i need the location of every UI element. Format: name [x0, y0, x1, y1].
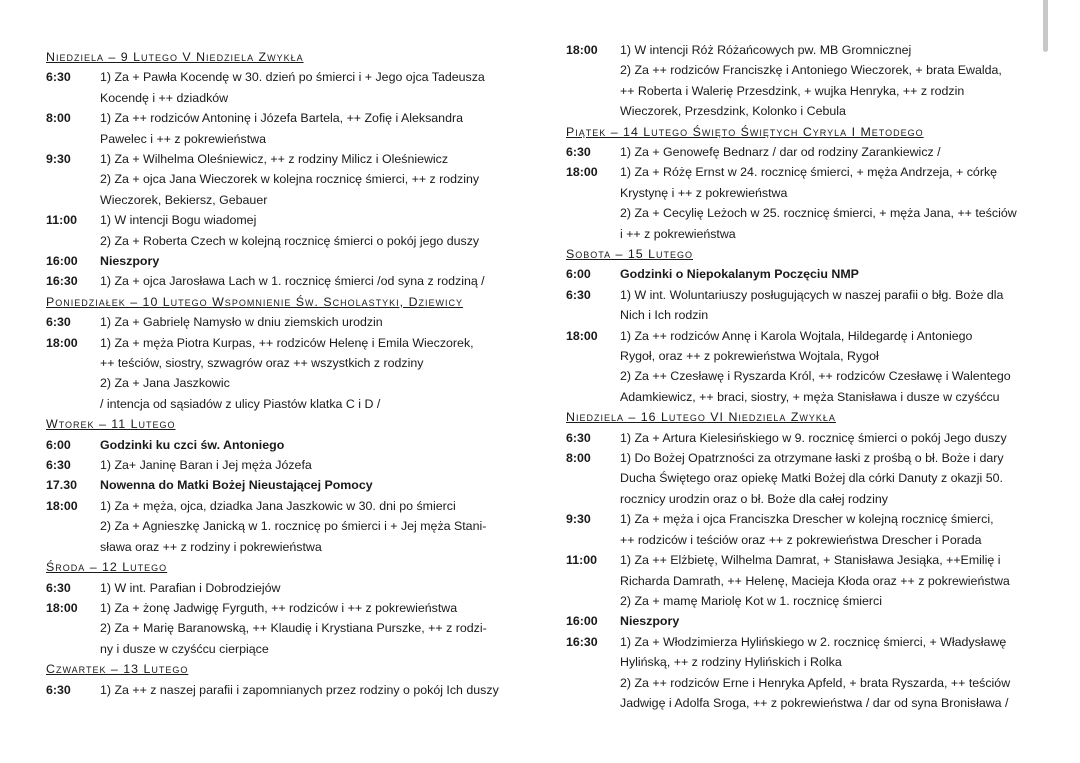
mass-time: 18:00 [566, 43, 598, 57]
day-section [46, 659, 524, 700]
mass-time: 9:30 [566, 512, 591, 527]
mass-row [46, 251, 524, 271]
intention-line: 1) Za + męża i ojca Franciszka Drescher w kolejną rocznicę śmierci, [620, 512, 994, 527]
intention-line: 2) Za ++ rodziców Erne i Henryka Apfeld, + brata Ryszarda, ++ teściów [620, 675, 1011, 690]
day-heading: Środa – 12 Lutego [46, 560, 168, 575]
mass-time: 11:00 [46, 213, 78, 228]
intention [620, 632, 1040, 673]
mass-intentions [100, 435, 524, 455]
intention [620, 203, 1040, 244]
mass-row [566, 448, 1040, 509]
intention-line: 1) Za ++ Elżbietę, Wilhelma Damrat, + Stanisława Jesiąka, ++Emilię i [620, 553, 1001, 568]
intention [100, 598, 524, 618]
mass-time: 6:30 [46, 70, 71, 85]
intention-line: 1) Za + męża Piotra Kurpas, ++ rodziców Helenę i Emila Wieczorek, [100, 335, 474, 350]
intention [100, 475, 524, 495]
mass-intentions [620, 448, 1040, 509]
intention [100, 169, 524, 210]
mass-time: 17.30 [46, 478, 78, 493]
intention-line: Godzinki o Niepokalanym Poczęciu NMP [620, 267, 859, 282]
mass-intentions [100, 251, 524, 271]
intention-line: ++ teściów, siostry, szwagrów oraz ++ wszystkich z rodziny [100, 356, 424, 371]
mass-intentions [620, 326, 1040, 408]
intention-line: 1) W intencji Róż Różańcowych pw. MB Gromnicznej [620, 43, 912, 57]
intention-line: 2) Za + Marię Baranowską, ++ Klaudię i Krystiana Purszke, ++ z rodzi- [100, 621, 487, 636]
intention-line: / intencja od sąsiadów z ulicy Piastów klatka C i D / [100, 396, 381, 411]
intention [620, 550, 1040, 591]
mass-row [566, 326, 1040, 408]
intention [100, 210, 524, 230]
intention-line: ++ rodziców i teściów oraz ++ z pokrewieństwa Drescher i Porada [620, 532, 982, 547]
day-section [46, 47, 524, 292]
mass-time: 8:00 [566, 451, 591, 466]
mass-row [566, 142, 1040, 162]
mass-intentions [620, 142, 1040, 162]
intention [100, 680, 524, 700]
mass-intentions [620, 632, 1040, 714]
mass-time: 16:00 [566, 614, 598, 629]
day-heading: Czwartek – 13 Lutego [46, 662, 189, 677]
day-section [46, 292, 524, 414]
intention [620, 40, 1040, 60]
intention-line: 1) W intencji Bogu wiadomej [100, 213, 257, 228]
intention-line: 1) Za + Pawła Kocendę w 30. dzień po śmierci i + Jego ojca Tadeusza [100, 70, 485, 85]
intention-line: ny i dusze w czyśćcu cierpiące [100, 641, 269, 656]
day-heading: Wtorek – 11 Lutego [46, 417, 176, 432]
mass-intentions [620, 509, 1040, 550]
intention [100, 231, 524, 251]
intention [620, 326, 1040, 367]
intention-line: 1) Za+ Janinę Baran i Jej męża Józefa [100, 458, 312, 473]
day-section [566, 244, 1040, 407]
mass-row [566, 162, 1040, 244]
intention [620, 264, 1040, 284]
intention [100, 618, 524, 659]
mass-row [566, 611, 1040, 631]
intention-line: rocznicy urodzin oraz o bł. Boże dla całej rodziny [620, 491, 888, 506]
intention-line: 1) Za ++ rodziców Annę i Karola Wojtala, Hildegardę i Antoniego [620, 328, 973, 343]
intention-line: Nieszpory [100, 254, 160, 269]
intention-line: Adamkiewicz, ++ braci, siostry, + męża Stanisława i dusze w czyśćcu [620, 389, 1000, 404]
mass-intentions [100, 149, 524, 210]
intention-line: Pawelec i ++ z pokrewieństwa [100, 131, 266, 146]
intention [620, 285, 1040, 326]
mass-time: 6:30 [46, 458, 71, 473]
mass-intentions [620, 611, 1040, 631]
intention-line: 2) Za ++ Czesławę i Ryszarda Król, ++ rodziców Czesławę i Walentego [620, 369, 1011, 384]
intention [620, 162, 1040, 203]
mass-time: 8:00 [46, 111, 71, 126]
intention-line: 1) Za + ojca Jarosława Lach w 1. rocznicę śmierci /od syna z rodziną / [100, 274, 485, 289]
mass-row [46, 67, 524, 108]
intention [100, 149, 524, 169]
mass-intentions [100, 67, 524, 108]
intention-line: 1) Za + Wilhelma Oleśniewicz, ++ z rodziny Milicz i Oleśniewicz [100, 152, 449, 167]
intention [100, 251, 524, 271]
intention-line: 1) W int. Parafian i Dobrodziejów [100, 580, 281, 595]
mass-row [566, 40, 1040, 122]
mass-intentions [100, 271, 524, 291]
intention-line: Nowenna do Matki Bożej Nieustającej Pomocy [100, 478, 373, 493]
mass-row [46, 598, 524, 659]
intention [100, 312, 524, 332]
intention [100, 333, 524, 374]
mass-time: 18:00 [566, 165, 598, 180]
mass-time: 6:30 [46, 580, 71, 595]
intention-line: Rygoł, oraz ++ z pokrewieństwa Wojtala, Rygoł [620, 349, 879, 364]
intention-line: Jadwigę i Adolfa Sroga, ++ z pokrewieństwa / dar od syna Bronisława / [620, 695, 1009, 710]
mass-row [566, 428, 1040, 448]
intention-line: 1) Za + Gabrielę Namysło w dniu ziemskich urodzin [100, 315, 383, 330]
mass-intentions [100, 598, 524, 659]
mass-row [566, 285, 1040, 326]
intention-line: Krystynę i ++ z pokrewieństwa [620, 185, 788, 200]
intention-line: 1) Za + męża, ojca, dziadka Jana Jaszkowic w 30. dni po śmierci [100, 498, 456, 513]
mass-intentions [100, 680, 524, 700]
intention [620, 428, 1040, 448]
mass-intentions [100, 475, 524, 495]
intention-line: Nieszpory [620, 614, 680, 629]
mass-row [46, 475, 524, 495]
mass-time: 6:30 [566, 287, 591, 302]
intention-line: 2) Za + Cecylię Leżoch w 25. rocznicę śmierci, + męża Jana, ++ teściów [620, 206, 1017, 221]
mass-time: 16:30 [566, 634, 598, 649]
mass-time: 11:00 [566, 553, 598, 568]
day-heading: Sobota – 15 Lutego [566, 247, 693, 262]
intention-line: 1) Do Bożej Opatrzności za otrzymane łaski z prośbą o bł. Boże i dary [620, 451, 1004, 466]
day-heading: Niedziela – 9 Lutego V Niedziela Zwykła [46, 50, 304, 64]
intention [620, 591, 1040, 611]
right-column [566, 0, 1040, 713]
mass-row [46, 312, 524, 332]
mass-row [46, 680, 524, 700]
mass-time: 16:30 [46, 274, 78, 289]
mass-time: 18:00 [46, 600, 78, 615]
scrollbar-thumb[interactable] [1043, 0, 1048, 52]
mass-row [566, 264, 1040, 284]
intention [620, 366, 1040, 407]
mass-time: 6:30 [46, 315, 71, 330]
intention-line: Ducha Świętego oraz opiekę Matki Bożej dla córki Danuty z okazji 50. [620, 471, 1003, 486]
mass-time: 9:30 [46, 152, 71, 167]
mass-intentions [620, 550, 1040, 611]
intention-line: 1) Za + Włodzimierza Hylińskiego w 2. rocznicę śmierci, + Władysławę [620, 634, 1007, 649]
intention [100, 496, 524, 516]
intention-line: 2) Za + Roberta Czech w kolejną rocznicę śmierci o pokój jego duszy [100, 233, 480, 248]
intention [100, 516, 524, 557]
mass-time: 6:00 [46, 437, 71, 452]
intention [620, 60, 1040, 121]
intention-line: Wieczorek, Bekiersz, Gebauer [100, 192, 268, 207]
intention-line: 2) Za + Jana Jaszkowic [100, 376, 230, 391]
intention-line: 2) Za + ojca Jana Wieczorek w kolejna rocznicę śmierci, ++ z rodziny [100, 172, 480, 187]
mass-row [46, 333, 524, 415]
mass-intentions [100, 455, 524, 475]
mass-row [46, 271, 524, 291]
mass-row [566, 550, 1040, 611]
mass-time: 6:30 [566, 430, 591, 445]
intention [100, 271, 524, 291]
day-heading: Piątek – 14 Lutego Święto Świętych Cyryla I Metodego [566, 124, 924, 139]
intention [100, 455, 524, 475]
intention [620, 673, 1040, 714]
intention [100, 108, 524, 149]
intention-line: Hylińską, ++ z rodziny Hylińskich i Rolka [620, 655, 842, 670]
mass-row [566, 632, 1040, 714]
day-section [46, 557, 524, 659]
intention-line: Godzinki ku czci św. Antoniego [100, 437, 285, 452]
intention [100, 67, 524, 108]
mass-intentions [620, 264, 1040, 284]
mass-intentions [100, 333, 524, 415]
intention [620, 448, 1040, 509]
intention-line: 1) Za + Artura Kielesińskiego w 9. rocznicę śmierci o pokój Jego duszy [620, 430, 1007, 445]
mass-intentions [100, 108, 524, 149]
mass-time: 6:30 [566, 145, 591, 160]
mass-intentions [620, 428, 1040, 448]
mass-intentions [100, 496, 524, 557]
day-section [46, 414, 524, 557]
day-section [566, 407, 1040, 713]
mass-intentions [100, 210, 524, 251]
mass-time: 18:00 [46, 335, 78, 350]
mass-row [46, 578, 524, 598]
left-column [46, 0, 524, 700]
intention [100, 578, 524, 598]
mass-row [46, 496, 524, 557]
intention-line: 1) Za + Różę Ernst w 24. rocznicę śmierci, + męża Andrzeja, + córkę [620, 165, 998, 180]
intention-line: i ++ z pokrewieństwa [620, 226, 736, 241]
mass-row [46, 455, 524, 475]
day-section [566, 122, 1040, 244]
intention-line: Wieczorek, Przesdzink, Kolonko i Cebula [620, 104, 846, 119]
mass-intentions [620, 40, 1040, 122]
mass-intentions [620, 162, 1040, 244]
mass-row [46, 210, 524, 251]
mass-intentions [100, 578, 524, 598]
intention [100, 373, 524, 414]
intention-line: 1) W int. Woluntariuszy posługujących w naszej parafii o błg. Boże dla [620, 287, 1004, 302]
mass-time: 18:00 [566, 328, 598, 343]
intention [100, 435, 524, 455]
mass-row [46, 149, 524, 210]
intention-line: 2) Za ++ rodziców Franciszkę i Antoniego Wieczorek, + brata Ewalda, [620, 63, 1002, 78]
day-section [566, 40, 1040, 122]
intention-line: 1) Za ++ z naszej parafii i zapomnianych przez rodziny o pokój Ich duszy [100, 682, 499, 697]
intention [620, 509, 1040, 550]
intention-line: 1) Za ++ rodziców Antoninę i Józefa Bartela, ++ Zofię i Aleksandra [100, 111, 463, 126]
mass-time: 6:00 [566, 267, 591, 282]
day-heading: Poniedziałek – 10 Lutego Wspomnienie Św. Scholastyki, Dziewicy [46, 294, 464, 309]
intention-line: Nich i Ich rodzin [620, 308, 709, 323]
intention-line: 2) Za + Agnieszkę Janicką w 1. rocznicę po śmierci i + Jej męża Stani- [100, 519, 487, 534]
mass-row [46, 435, 524, 455]
day-heading: Niedziela – 16 Lutego VI Niedziela Zwykła [566, 410, 836, 425]
intention-line: Kocendę i ++ dziadków [100, 90, 229, 105]
intention [620, 611, 1040, 631]
mass-time: 16:00 [46, 254, 78, 269]
mass-intentions [620, 285, 1040, 326]
mass-row [46, 108, 524, 149]
intention-line: Richarda Damrath, ++ Helenę, Macieja Kłoda oraz ++ z pokrewieństwa [620, 573, 1010, 588]
mass-time: 6:30 [46, 682, 71, 697]
mass-row [566, 509, 1040, 550]
intention-line: 2) Za + mamę Mariolę Kot w 1. rocznicę śmierci [620, 593, 883, 608]
intention-line: 1) Za + Genowefę Bednarz / dar od rodziny Zarankiewicz / [620, 145, 941, 160]
mass-time: 18:00 [46, 498, 78, 513]
intention [620, 142, 1040, 162]
intention-line: sława oraz ++ z rodziny i pokrewieństwa [100, 539, 322, 554]
intention-line: 1) Za + żonę Jadwigę Fyrguth, ++ rodziców i ++ z pokrewieństwa [100, 600, 458, 615]
mass-intentions [100, 312, 524, 332]
intention-line: ++ Roberta i Walerię Przesdzink, + wujka Henryka, ++ z rodzin [620, 83, 965, 98]
